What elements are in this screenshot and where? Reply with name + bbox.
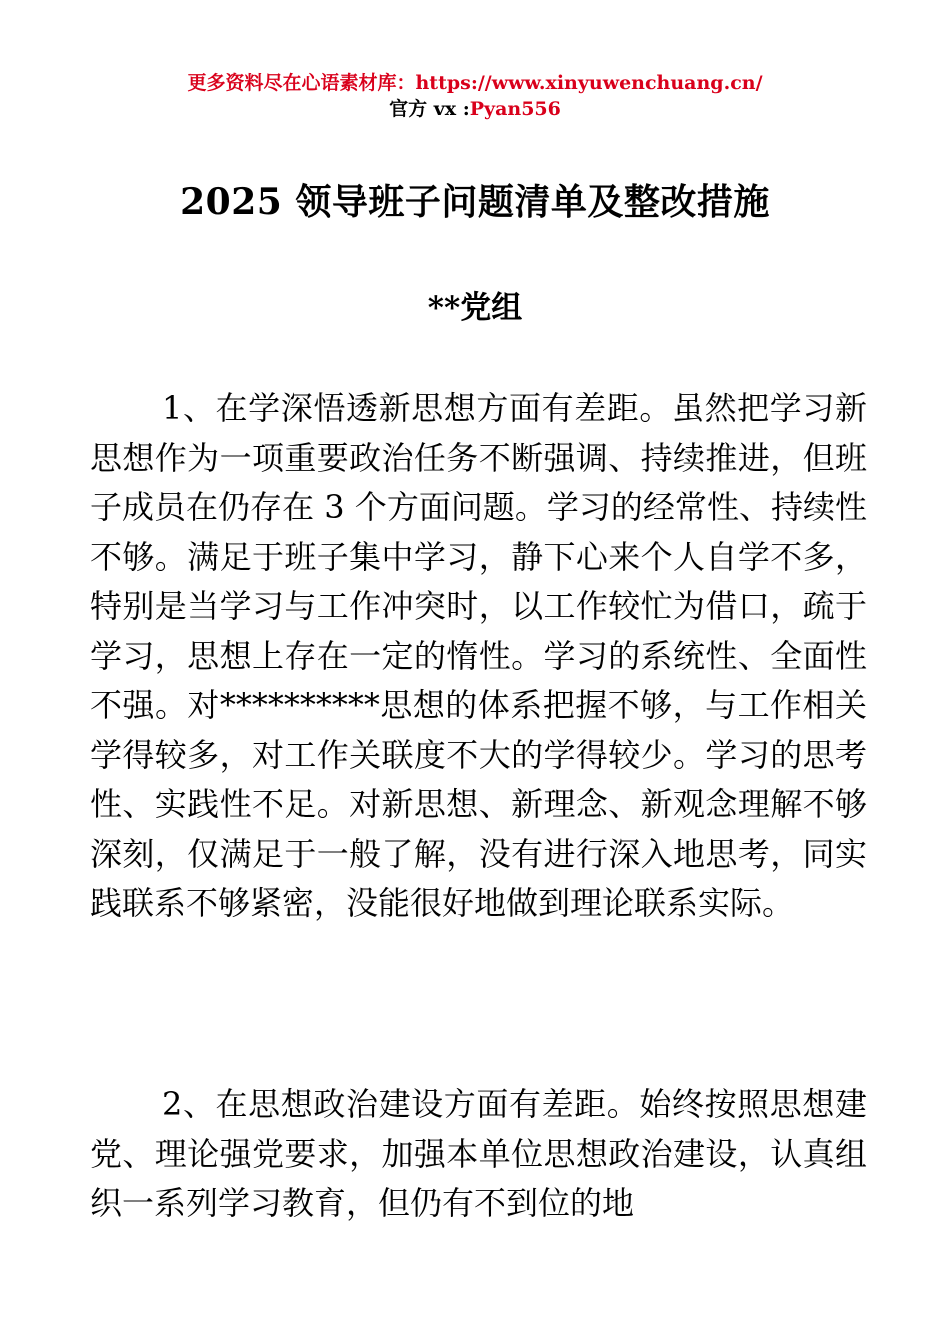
banner-contact-prefix: 官方 vx : xyxy=(389,98,470,120)
banner-contact-line xyxy=(0,96,950,122)
paragraph-2: 2、在思想政治建设方面有差距。始终按照思想建党、理论强党要求，加强本单位思想政治建设，认真组织一系列学习教育，但仍有不到位的地 xyxy=(90,1085,867,1222)
banner-contact-id: Pyan556 xyxy=(469,98,561,120)
banner-website-line[interactable]: 更多资料尽在心语素材库：https://www.xinyuwenchuang.cn/ xyxy=(187,72,763,94)
resource-banner xyxy=(0,70,950,122)
paragraph-1: 1、在学深悟透新思想方面有差距。虽然把学习新思想作为一项重要政治任务不断强调、持续推进，但班子成员在仍存在 3 个方面问题。学习的经常性、持续性不够。满足于班子集中学习，静下心来个人自学不多，特别是当学习与工作冲突时，以工作较忙为借口，疏于学习，思想上存在一定的惰性。学习的系统性、全面性不强。对**********思想的体系把握不够，与工作相关学得较多，对工作关联度不大的学得较少。学习的思考性、实践性不足。对新思想、新理念、新观念理解不够深刻，仅满足于一般了解，没有进行深入地思考，同实践联系不够紧密，没能很好地做到理论联系实际。 xyxy=(90,389,867,922)
document-organization: **党组 xyxy=(427,290,523,326)
document-title: 2025 领导班子问题清单及整改措施 xyxy=(180,181,770,223)
